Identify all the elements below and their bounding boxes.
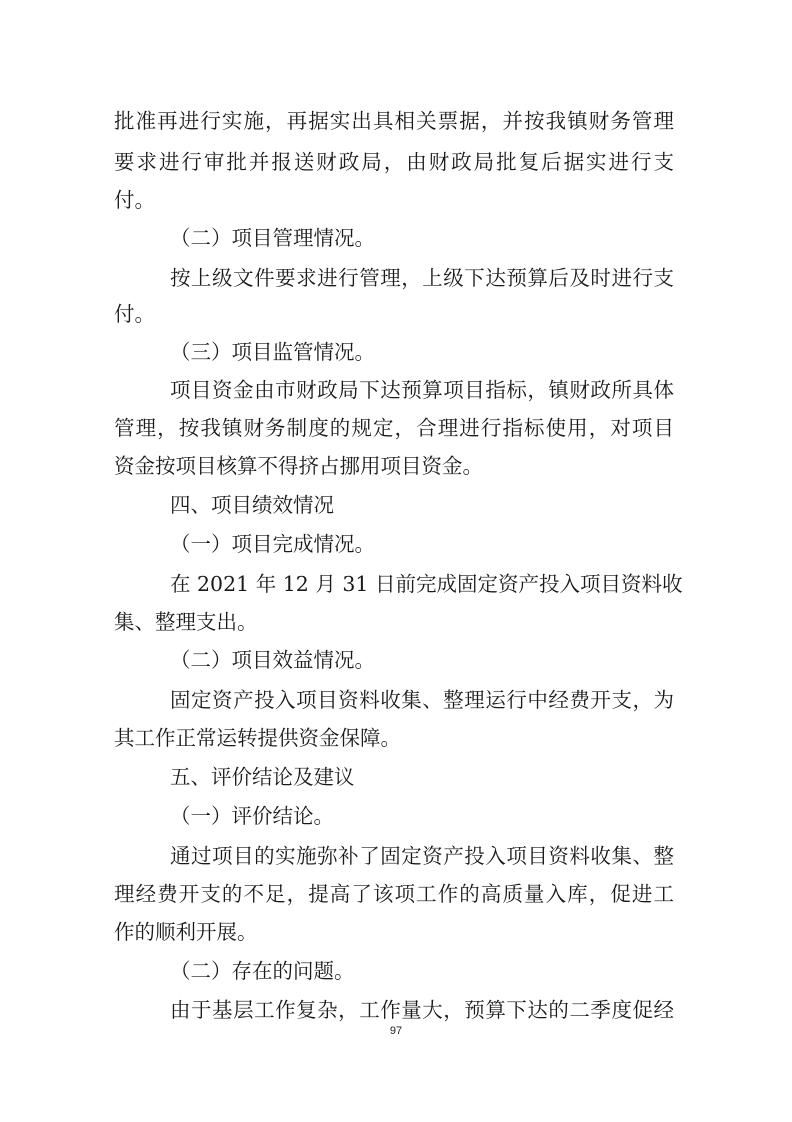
subsection-heading: （二）项目管理情况。 — [170, 226, 375, 250]
subsection-heading: （三）项目监管情况。 — [170, 340, 375, 364]
body-text-line: 付。 — [114, 188, 155, 212]
body-text-line: 项目资金由市财政局下达预算项目指标，镇财政所具体 — [170, 378, 674, 402]
body-text-line: 批准再进行实施，再据实出具相关票据，并按我镇财务管理 — [114, 109, 674, 133]
section-heading: 五、评价结论及建议 — [170, 765, 355, 789]
body-text-line: 由于基层工作复杂，工作量大，预算下达的二季度促经 — [170, 998, 674, 1022]
section-heading: 四、项目绩效情况 — [170, 493, 334, 517]
subsection-heading: （一）项目完成情况。 — [170, 532, 375, 556]
body-text-line: 在 2021 年 12 月 31 日前完成固定资产投入项目资料收 — [170, 572, 683, 596]
body-text-line: 固定资产投入项目资料收集、整理运行中经费开支，为 — [170, 688, 674, 712]
subsection-heading: （二）存在的问题。 — [170, 959, 355, 983]
body-text-line: 资金按项目核算不得挤占挪用项目资金。 — [114, 454, 483, 478]
body-text-line: 通过项目的实施弥补了固定资产投入项目资料收集、整 — [170, 844, 674, 868]
body-text-line: 管理，按我镇财务制度的规定，合理进行指标使用，对项目 — [114, 416, 674, 440]
body-text-line: 其工作正常运转提供资金保障。 — [114, 726, 401, 750]
body-text-line: 理经费开支的不足，提高了该项工作的高质量入库，促进工 — [114, 882, 674, 906]
page-number: 97 — [389, 1025, 403, 1037]
body-text-line: 按上级文件要求进行管理，上级下达预算后及时进行支 — [170, 266, 674, 290]
subsection-heading: （一）评价结论。 — [170, 804, 334, 828]
body-text-line: 集、整理支出。 — [114, 610, 258, 634]
body-text-line: 作的顺利开展。 — [114, 920, 258, 944]
body-text-line: 付。 — [114, 302, 155, 326]
body-text-line: 要求进行审批并报送财政局，由财政局批复后据实进行支 — [114, 150, 674, 174]
subsection-heading: （二）项目效益情况。 — [170, 648, 375, 672]
